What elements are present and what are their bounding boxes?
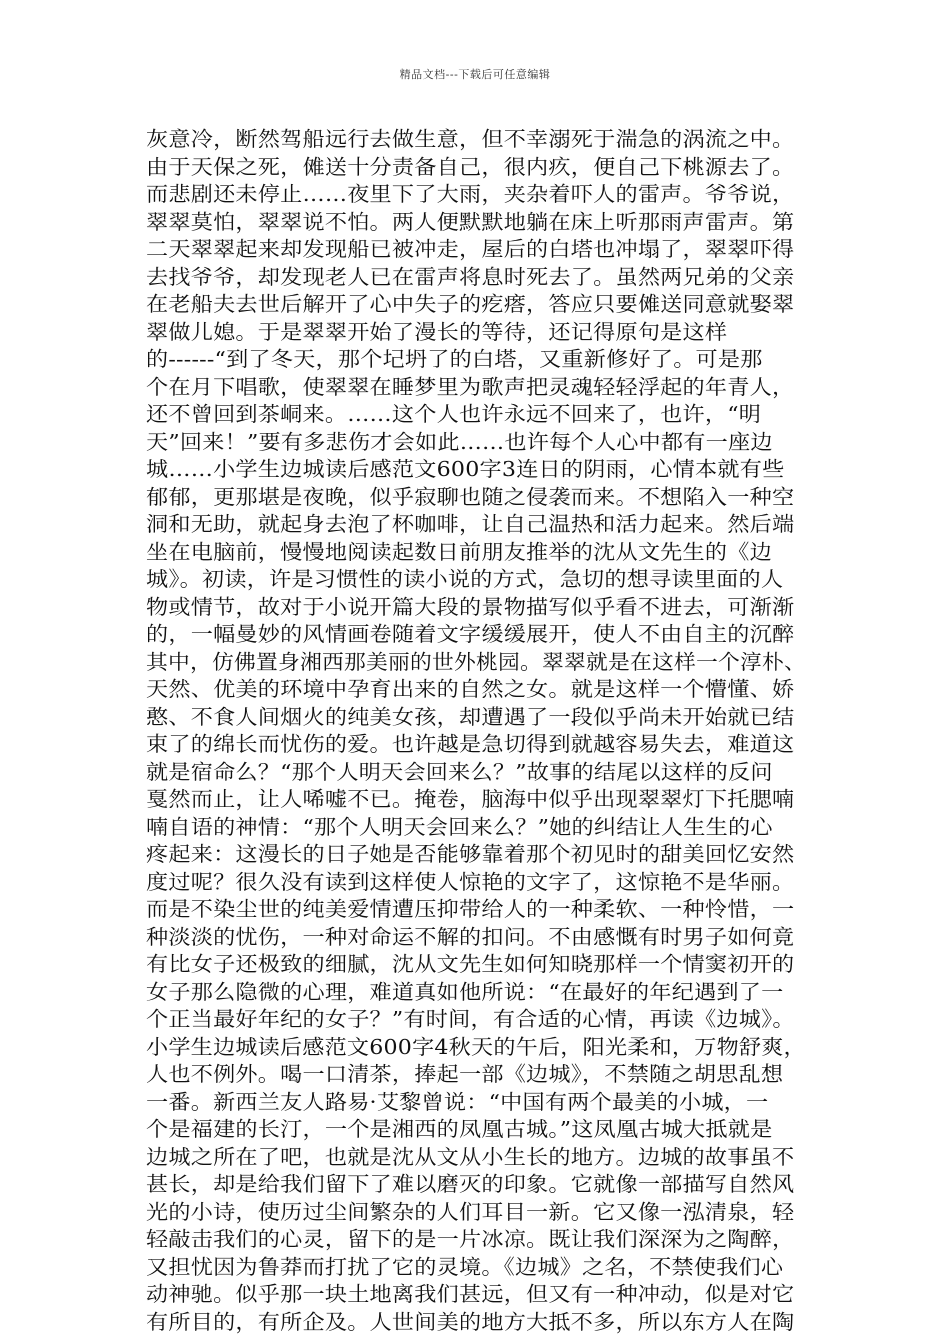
- text-line: 坐在电脑前，慢慢地阅读起数日前朋友推举的沈从文先生的《边: [146, 539, 772, 564]
- text-line: 个是福建的长汀，一个是湘西的凤凰古城。”这凤凰古城大抵就是: [146, 1117, 773, 1141]
- text-line: 其中，仿佛置身湘西那美丽的世外桃园。翠翠就是在这样一个淳朴、: [146, 649, 806, 674]
- text-line: 女子那么隐微的心理，难道真如他所说：“在最好的年纪遇到了一: [146, 979, 784, 1004]
- text-line: 的，一幅曼妙的风情画卷随着文字缓缓展开，使人不由自主的沉醉: [146, 622, 795, 646]
- text-line: 边城之所在了吧，也就是沈从文从小生长的地方。边城的故事虽不: [146, 1144, 795, 1169]
- text-line: 甚长，却是给我们留下了难以磨灭的印象。它就像一部描写自然风: [146, 1172, 795, 1196]
- text-line: 就是宿命么？“那个人明天会回来么？”故事的结尾以这样的反问: [146, 759, 773, 784]
- text-line: 个在月下唱歌，使翠翠在睡梦里为歌声把灵魂轻轻浮起的年青人，: [146, 374, 795, 399]
- text-line: 光的小诗，使历过尘间繁杂的人们耳目一新。它又像一泓清泉，轻: [146, 1199, 795, 1224]
- text-line: 而是不染尘世的纯美爱情遭压抑带给人的一种柔软、一种怜惜，一: [146, 897, 795, 921]
- text-line: 物或情节，故对于小说开篇大段的景物描写似乎看不进去，可渐渐: [146, 594, 795, 619]
- text-line: 动神驰。似乎那一块土地离我们甚远，但又有一种冲动，似是对它: [146, 1282, 795, 1306]
- text-line: 二天翠翠起来却发现船已被冲走，屋后的白塔也冲塌了，翠翠吓得: [146, 237, 795, 261]
- text-line: 有比女子还极致的细腻，沈从文先生如何知晓那样一个情窦初开的: [146, 952, 795, 976]
- text-line: 喃自语的神情：“那个人明天会回来么？”她的纠结让人生生的心: [146, 814, 773, 839]
- text-line: 去找爷爷，却发现老人已在雷声将息时死去了。虽然两兄弟的父亲: [146, 264, 795, 289]
- text-line: 小学生边城读后感范文600字4秋天的午后，阳光柔和，万物舒爽，: [146, 1034, 806, 1059]
- text-line: 还不曾回到茶峒来。……这个人也许永远不回来了，也许，“明: [146, 402, 762, 426]
- text-line: 束了的绵长而忧伤的爱。也许越是急切得到就越容易失去，难道这: [146, 732, 795, 756]
- text-line: 一番。新西兰友人路易·艾黎曾说：“中国有两个最美的小城，一: [146, 1089, 769, 1114]
- text-line: 个正当最好年纪的女子？”有时间，有合适的心情，再读《边城》。: [146, 1007, 795, 1031]
- text-line: 的------“到了冬天，那个圮坍了的白塔，又重新修好了。可是那: [146, 347, 763, 371]
- text-line: 郁郁，更那堪是夜晚，似乎寂聊也随之侵袭而来。不想陷入一种空: [146, 484, 795, 509]
- text-line: 轻敲击我们的心灵，留下的是一片冰凉。既让我们深深为之陶醉，: [146, 1227, 795, 1251]
- text-line: 翠翠莫怕，翠翠说不怕。两人便默默地躺在床上听那雨声雷声。第: [146, 209, 795, 234]
- text-line: 有所目的，有所企及。人世间美的地方大抵不多，所以东方人在陶: [146, 1309, 795, 1334]
- body-text: [146, 126, 806, 1336]
- text-line: 灰意冷，断然驾船远行去做生意，但不幸溺死于湍急的涡流之中。: [146, 127, 795, 151]
- page-header: 精品文档---下载后可任意编辑: [399, 68, 551, 81]
- text-line: 人也不例外。喝一口清茶，捧起一部《边城》，不禁随之胡思乱想: [146, 1062, 784, 1086]
- text-line: 度过呢？很久没有读到这样使人惊艳的文字了，这惊艳不是华丽。: [146, 869, 795, 894]
- text-line: 种淡淡的忧伤，一种对命运不解的扣问。不由感慨有时男子如何竟: [146, 924, 795, 949]
- text-line: 城》。初读，许是习惯性的读小说的方式，急切的想寻读里面的人: [146, 567, 784, 591]
- text-line: 憨、不食人间烟火的纯美女孩，却遭遇了一段似乎尚未开始就已结: [146, 704, 795, 729]
- text-line: 洞和无助，就起身去泡了杯咖啡，让自己温热和活力起来。然后端: [146, 512, 795, 536]
- text-line: 翠做儿媳。于是翠翠开始了漫长的等待，还记得原句是这样: [146, 319, 728, 344]
- text-line: 城……小学生边城读后感范文600字3连日的阴雨，心情本就有些: [146, 457, 785, 481]
- text-line: 而悲剧还未停止……夜里下了大雨，夹杂着吓人的雷声。爷爷说，: [146, 182, 795, 206]
- text-line: 疼起来：这漫长的日子她是否能够靠着那个初见时的甜美回忆安然: [146, 842, 795, 866]
- text-line: 天然、优美的环境中孕育出来的自然之女。就是这样一个懵懂、娇: [146, 677, 795, 701]
- text-line: 戛然而止，让人唏嘘不已。掩卷，脑海中似乎出现翠翠灯下托腮喃: [146, 787, 795, 811]
- text-line: 又担忧因为鲁莽而打扰了它的灵境。《边城》之名，不禁使我们心: [146, 1254, 784, 1279]
- text-line: 在老船夫去世后解开了心中失子的疙瘩，答应只要傩送同意就娶翠: [146, 292, 795, 316]
- text-line: 由于天保之死，傩送十分责备自己，很内疚，便自己下桃源去了。: [146, 154, 795, 179]
- text-line: 天”回来！”要有多悲伤才会如此……也许每个人心中都有一座边: [146, 429, 773, 454]
